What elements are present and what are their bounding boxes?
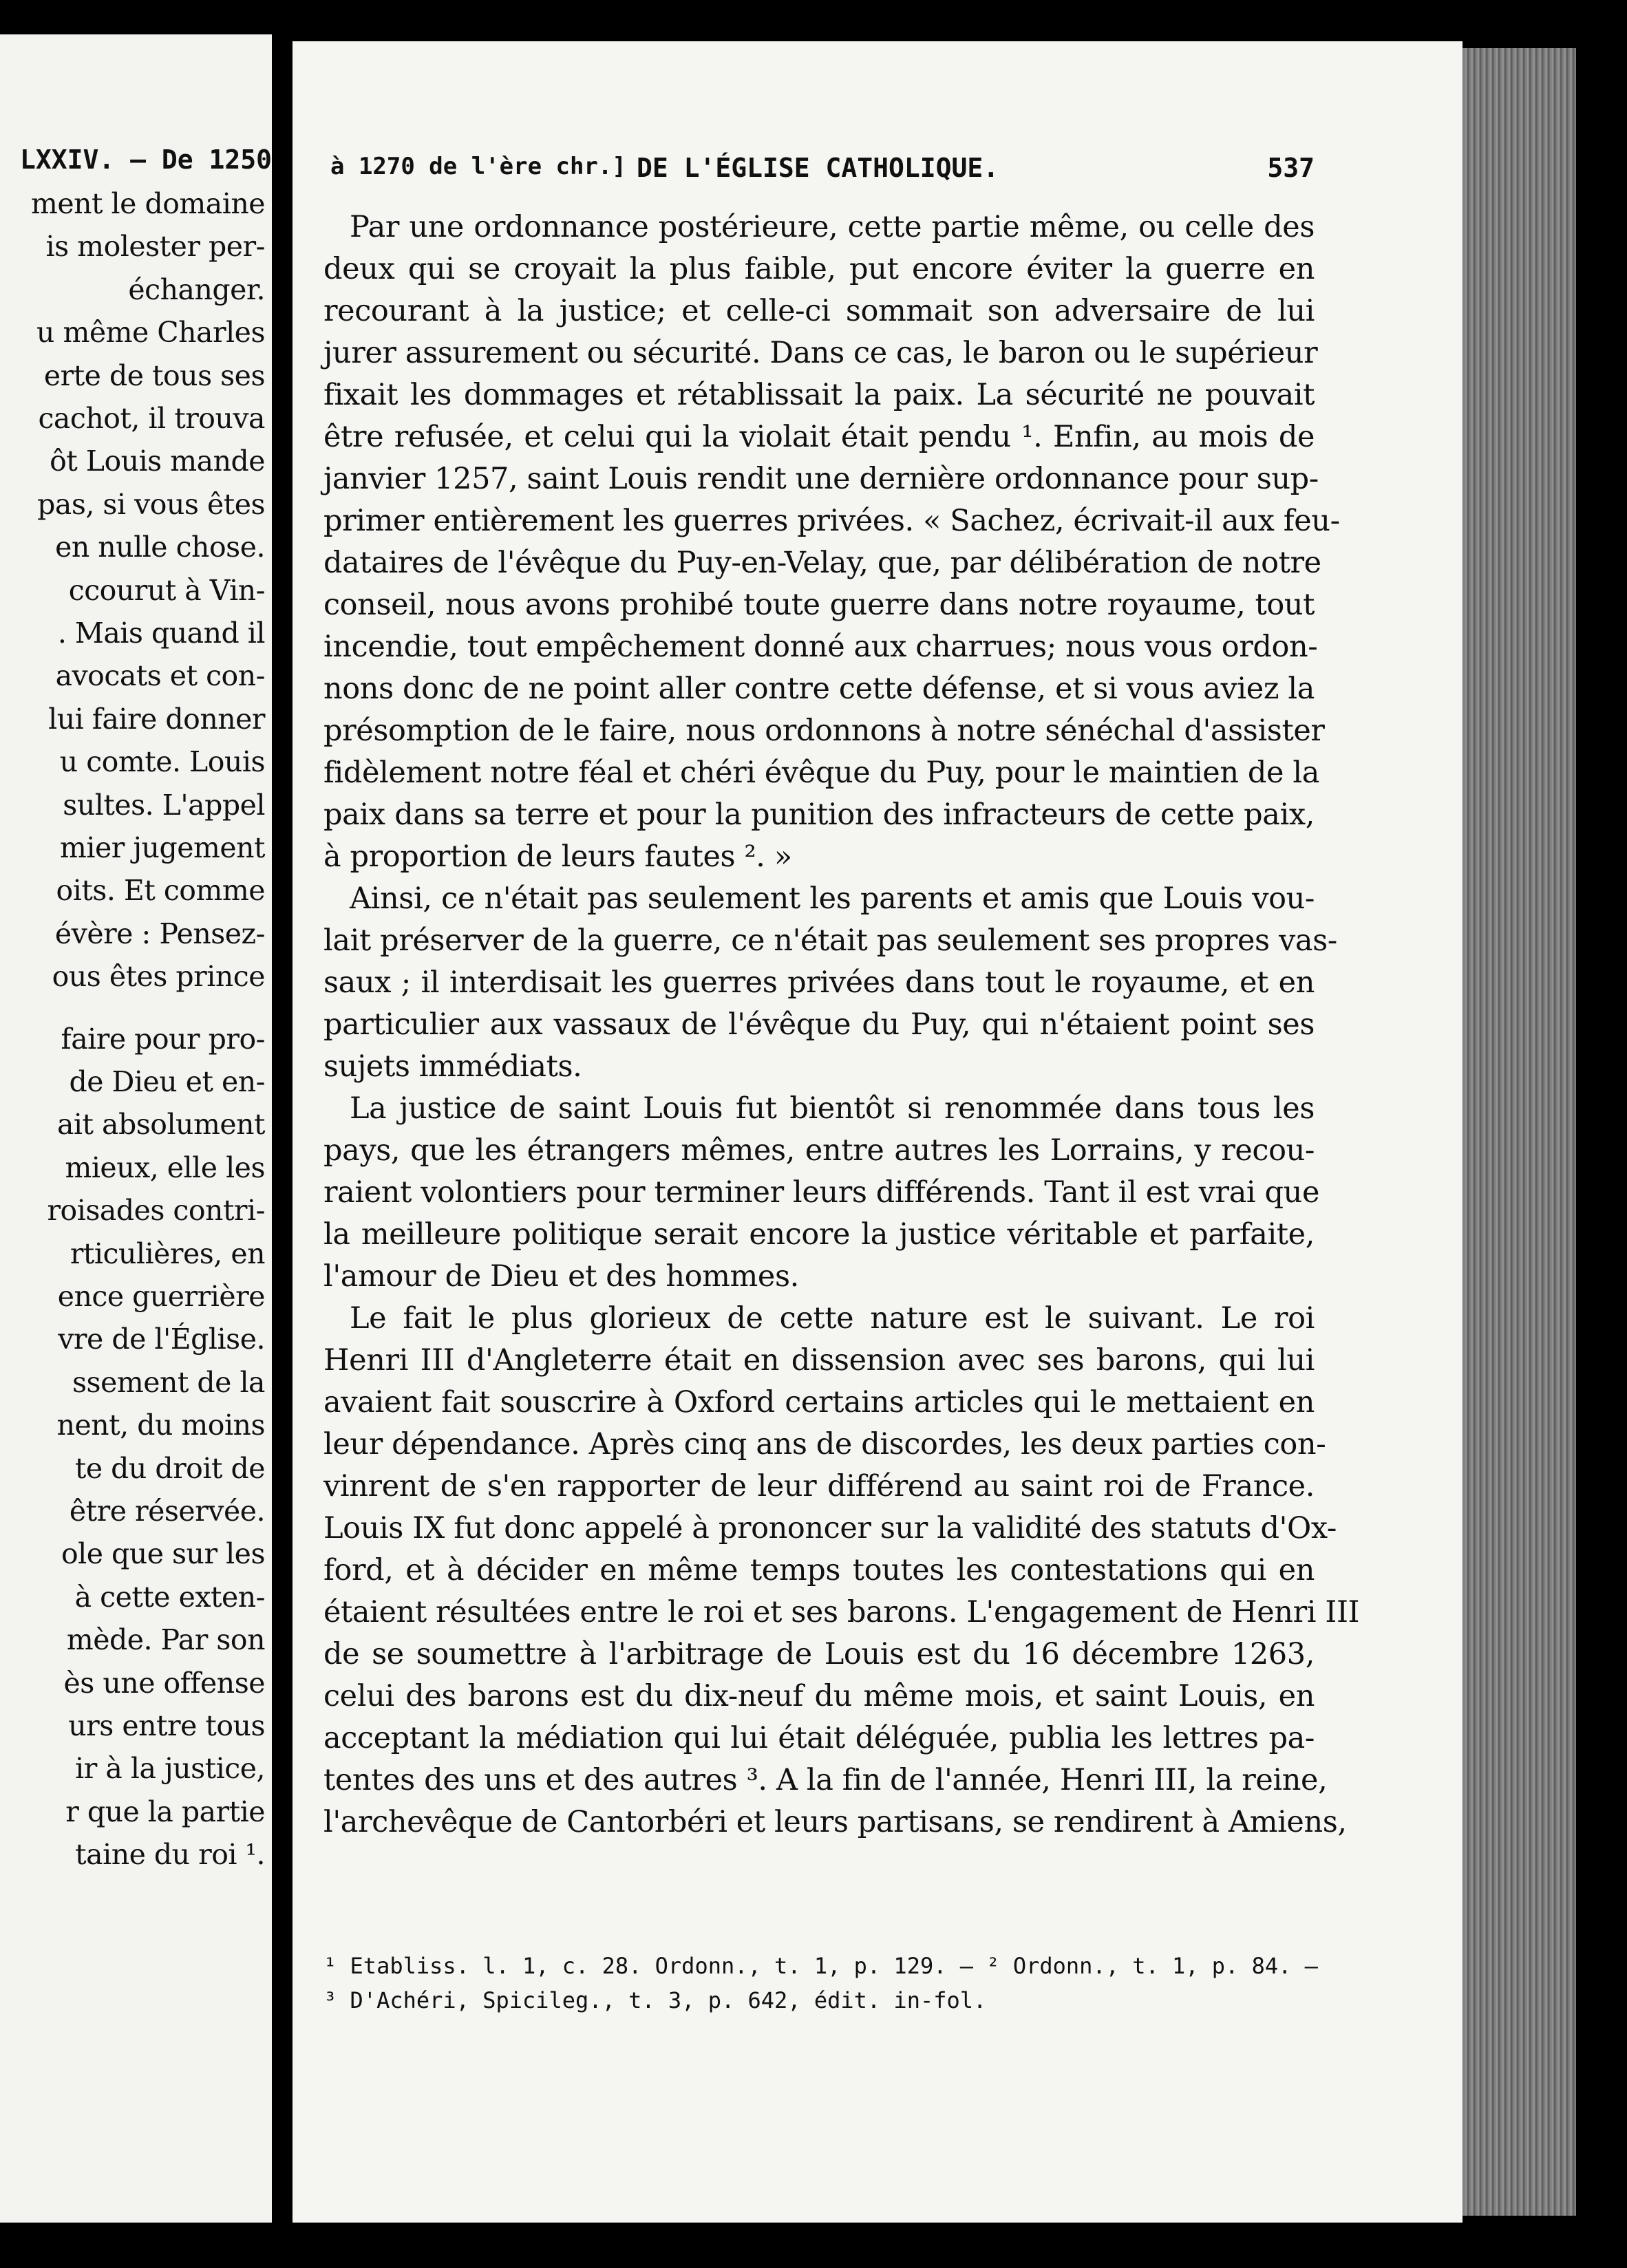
text-line: Ainsi, ce n'était pas seulement les parents et amis que Louis vou- <box>350 881 1315 916</box>
left-text-line: roisades contri- <box>47 1194 265 1228</box>
text-line: étaient résultées entre le roi et ses barons. L'engagement de Henri III <box>323 1595 1360 1629</box>
left-text-line: ence guerrière <box>57 1280 265 1313</box>
left-text-line: ole que sur les <box>61 1537 265 1571</box>
text-line: de se soumettre à l'arbitrage de Louis est du 16 décembre 1263, <box>323 1637 1315 1671</box>
left-text-line: avocats et con- <box>55 659 265 693</box>
text-line: acceptant la médiation qui lui était déléguée, publia les lettres pa- <box>323 1721 1315 1755</box>
left-text-line: taine du roi ¹. <box>75 1838 265 1872</box>
left-text-line: ccourut à Vin- <box>68 573 265 607</box>
left-text-line: mieux, elle les <box>65 1151 265 1184</box>
text-line: présomption de le faire, nous ordonnons à notre sénéchal d'assister <box>323 714 1325 748</box>
running-head-title: DE L'ÉGLISE CATHOLIQUE. <box>637 153 999 183</box>
left-text-line: u même Charles <box>36 316 265 350</box>
text-line: Le fait le plus glorieux de cette nature est le suivant. Le roi <box>350 1301 1315 1336</box>
left-text-line: erte de tous ses <box>43 359 265 392</box>
left-text-line: ès une offense <box>63 1666 265 1700</box>
left-text-line: is molester per- <box>45 230 265 264</box>
text-line: l'archevêque de Cantorbéri et leurs partisans, se rendirent à Amiens, <box>323 1805 1347 1839</box>
text-line: dataires de l'évêque du Puy-en-Velay, que, par délibération de notre <box>323 546 1321 580</box>
text-line: deux qui se croyait la plus faible, put encore éviter la guerre en <box>323 252 1315 286</box>
left-text-line: échanger. <box>128 272 265 306</box>
left-text-line: pas, si vous êtes <box>37 487 265 521</box>
left-text-line: oits. Et comme <box>56 874 265 908</box>
left-page <box>0 34 272 2223</box>
footnote-1: ¹ Etabliss. l. 1, c. 28. Ordonn., t. 1, p. 129. — ² Ordonn., t. 1, p. 84. — <box>323 1953 1318 1979</box>
left-running-head: LXXIV. — De 1250 <box>19 145 272 175</box>
text-line: celui des barons est du dix-neuf du même mois, et saint Louis, en <box>323 1679 1315 1713</box>
left-text-line: nent, du moins <box>56 1409 265 1442</box>
page-edges <box>1445 48 1576 2216</box>
left-text-line: te du droit de <box>74 1451 265 1485</box>
text-line: avaient fait souscrire à Oxford certains articles qui le mettaient en <box>323 1385 1315 1420</box>
text-line: être refusée, et celui qui la violait était pendu ¹. Enfin, au mois de <box>323 420 1315 454</box>
left-text-line: être réservée. <box>69 1495 265 1528</box>
text-line: Louis IX fut donc appelé à prononcer sur la validité des statuts d'Ox- <box>323 1511 1337 1545</box>
left-text-line: ir à la justice, <box>75 1752 265 1786</box>
left-text-line: ôt Louis mande <box>50 445 265 478</box>
text-line: raient volontiers pour terminer leurs différends. Tant il est vrai que <box>323 1175 1320 1210</box>
left-text-line: ait absolument <box>56 1108 265 1142</box>
text-line: la meilleure politique serait encore la justice véritable et parfaite, <box>323 1217 1315 1252</box>
text-line: incendie, tout empêchement donné aux charrues; nous vous ordon- <box>323 630 1318 664</box>
text-line: particulier aux vassaux de l'évêque du Puy, qui n'étaient point ses <box>323 1007 1315 1042</box>
left-text-line: cachot, il trouva <box>38 402 265 435</box>
text-line: ford, et à décider en même temps toutes les contestations qui en <box>323 1553 1315 1587</box>
left-text-line: vre de l'Église. <box>58 1323 265 1356</box>
left-text-line: de Dieu et en- <box>69 1065 265 1098</box>
left-text-line: évère : Pensez- <box>54 917 265 950</box>
text-line: fixait les dommages et rétablissait la paix. La sécurité ne pouvait <box>323 378 1315 412</box>
text-line: Henri III d'Angleterre était en dissension avec ses barons, qui lui <box>323 1343 1315 1378</box>
text-line: vinrent de s'en rapporter de leur différend au saint roi de France. <box>323 1469 1315 1504</box>
left-text-line: ssement de la <box>72 1365 265 1399</box>
running-head-left: à 1270 de l'ère chr.] <box>330 153 626 180</box>
text-line: La justice de saint Louis fut bientôt si renommée dans tous les <box>350 1091 1315 1126</box>
main-text <box>323 206 1360 1843</box>
left-text-line: à cette exten- <box>74 1580 265 1614</box>
text-line: primer entièrement les guerres privées. « Sachez, écrivait-il aux feu- <box>323 504 1340 538</box>
text-line: Par une ordonnance postérieure, cette partie même, ou celle des <box>350 210 1315 244</box>
left-text-line: mède. Par son <box>66 1623 265 1657</box>
text-line: paix dans sa terre et pour la punition des infracteurs de cette paix, <box>323 798 1315 832</box>
left-text-line: lui faire donner <box>48 702 265 736</box>
text-line: sujets immédiats. <box>323 1049 582 1084</box>
text-line: leur dépendance. Après cinq ans de discordes, les deux parties con- <box>323 1427 1326 1462</box>
text-line: lait préserver de la guerre, ce n'était pas seulement ses propres vas- <box>323 923 1337 958</box>
text-line: janvier 1257, saint Louis rendit une dernière ordonnance pour sup- <box>323 462 1319 496</box>
book-gutter <box>272 0 293 2268</box>
text-line: saux ; il interdisait les guerres privées dans tout le royaume, et en <box>323 965 1315 1000</box>
page-number: 537 <box>1267 153 1315 183</box>
left-text-line: en nulle chose. <box>55 531 265 564</box>
left-text-line: mier jugement <box>59 831 265 864</box>
text-line: fidèlement notre féal et chéri évêque du Puy, pour le maintien de la <box>323 756 1319 790</box>
text-line: jurer assurement ou sécurité. Dans ce cas, le baron ou le supérieur <box>323 336 1318 370</box>
running-head <box>330 153 1315 187</box>
text-line: recourant à la justice; et celle-ci sommait son adversaire de lui <box>323 294 1315 328</box>
left-text-line: ment le domaine <box>31 187 265 220</box>
text-line: tentes des uns et des autres ³. A la fin de l'année, Henri III, la reine, <box>323 1763 1328 1797</box>
left-text-line: urs entre tous <box>68 1709 265 1742</box>
text-line: conseil, nous avons prohibé toute guerre dans notre royaume, tout <box>323 588 1315 622</box>
left-text-line: u comte. Louis <box>59 745 265 779</box>
text-line: pays, que les étrangers mêmes, entre autres les Lorrains, y recou- <box>323 1133 1315 1168</box>
text-line: nons donc de ne point aller contre cette défense, et si vous aviez la <box>323 672 1315 706</box>
left-text-line: faire pour pro- <box>61 1022 265 1056</box>
text-line: l'amour de Dieu et des hommes. <box>323 1259 799 1294</box>
left-text-line: ous êtes prince <box>52 960 265 994</box>
text-line: à proportion de leurs fautes ². » <box>323 839 792 874</box>
footnote-2: ³ D'Achéri, Spicileg., t. 3, p. 642, édit. in-fol. <box>323 1987 987 2013</box>
left-text-line: . Mais quand il <box>57 617 265 650</box>
left-text-line: r que la partie <box>65 1795 265 1828</box>
left-text-line: sultes. L'appel <box>63 788 265 822</box>
left-text-line: rticulières, en <box>70 1237 265 1270</box>
